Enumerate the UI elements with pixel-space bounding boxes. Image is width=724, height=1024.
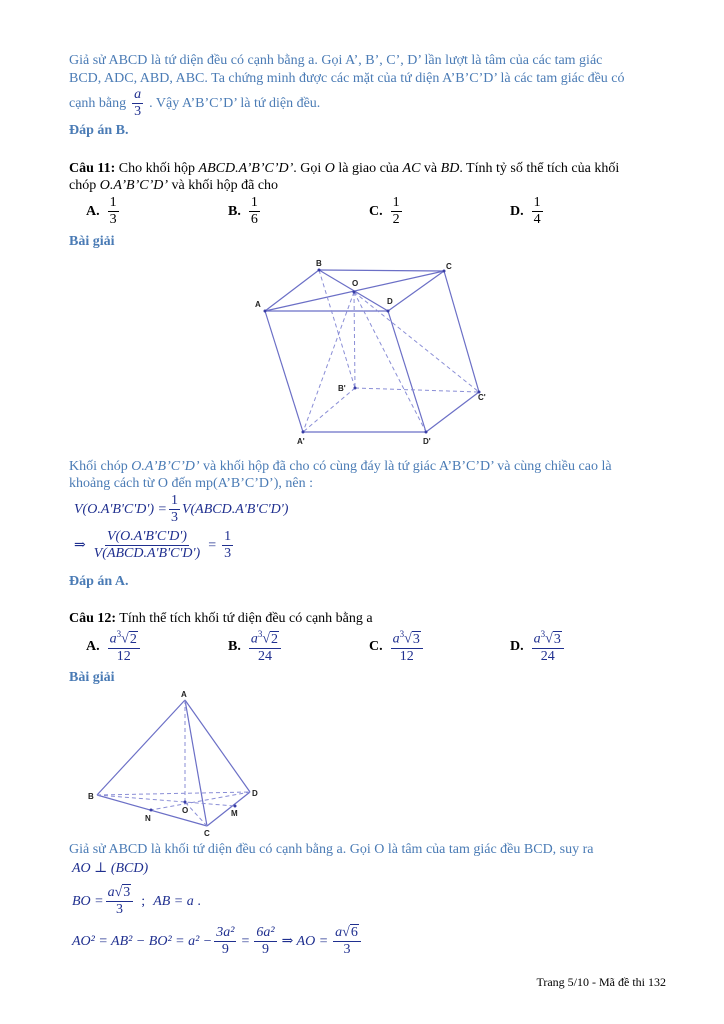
q12-line-1: [69, 610, 373, 628]
q12-ao-eq2: =: [241, 933, 250, 949]
q11-eq1-right: V(ABCD.A'B'C'D'): [181, 501, 289, 517]
q11-line-1: [69, 160, 669, 178]
edge-aa2: [265, 311, 303, 432]
q12-bo-num: a√3: [106, 886, 134, 902]
q11-sol-math: O.A’B’C’D’: [131, 459, 200, 474]
q11-solution-title: Bài giải: [69, 234, 115, 249]
q11-label: Câu 11:: [69, 161, 116, 176]
label-d2: D': [423, 437, 431, 446]
q12-option-b-num: $a^3√2$: [249, 630, 281, 649]
q11-option-c[interactable]: [369, 196, 404, 227]
edge-cc2: [444, 271, 479, 392]
q12-option-d-frac: [532, 630, 564, 664]
q11-solid: ABCD.A’B’C’D’: [198, 161, 294, 176]
edge-d2c2: [426, 392, 479, 432]
q12-d-base: a: [533, 631, 541, 647]
q12-option-c-num: $a^3√3$: [391, 630, 423, 649]
point-b: [318, 269, 321, 272]
q12-option-d-num: $a^3√3$: [532, 630, 564, 649]
label-c: C: [204, 829, 210, 838]
q12-ao-left: AO² = AB² − BO² = a² −: [72, 933, 213, 949]
q11-option-c-label: C.: [369, 203, 383, 219]
edge-b2a2: [303, 388, 355, 432]
q11-line2a: chóp: [69, 178, 100, 193]
q11-bd: BD: [440, 161, 460, 176]
q12-option-c[interactable]: [369, 630, 425, 664]
q11-eq2-rfrac: [222, 530, 233, 561]
page-footer: Trang 5/10 - Mã đề thi 132: [536, 975, 666, 989]
label-b: B: [88, 792, 94, 801]
q12-b-base: a: [250, 631, 258, 647]
q11-eq2-rden: 3: [224, 546, 232, 561]
point-a: [264, 310, 267, 313]
q12-c-root: 3: [412, 631, 420, 647]
q12-option-d[interactable]: [510, 630, 566, 664]
q11-o: O: [324, 161, 335, 176]
point-d2: [425, 431, 428, 434]
intro-answer: Đáp án B.: [69, 123, 129, 138]
q11-eq-1: [74, 494, 288, 525]
q12-b-exp: 3: [257, 629, 263, 639]
q12-label: Câu 12:: [69, 611, 117, 626]
q11-text3: là giao của: [334, 161, 403, 176]
edge-ab: [97, 700, 185, 795]
intro-line-3a: cạnh bằng: [69, 95, 127, 111]
q11-text2: . Gọi: [293, 161, 325, 176]
q11-eq2-rnum: 1: [224, 529, 232, 544]
q12-ao-f1-den: 9: [221, 942, 229, 957]
q11-option-c-num: 1: [392, 195, 400, 210]
q12-option-d-label: D.: [510, 638, 524, 654]
q11-option-b-num: 1: [250, 195, 258, 210]
point-m: [234, 805, 237, 808]
q12-perp: AO ⊥ (BCD): [72, 861, 149, 876]
q12-option-a-num: $a^3√2$: [108, 630, 140, 649]
point-b2: [354, 387, 357, 390]
label-b2: B': [338, 384, 346, 393]
point-o: [353, 291, 356, 294]
q12-option-c-den: 12: [399, 648, 414, 664]
q11-option-d-frac: [532, 196, 543, 227]
q12-bo-left: BO =: [72, 893, 104, 909]
intro-line-3: [69, 88, 320, 119]
q12-option-c-frac: [391, 630, 423, 664]
q12-b-root: 2: [271, 631, 279, 647]
q11-sol-line-1: [69, 458, 612, 476]
q12-ao-f3-root: 6: [350, 925, 358, 940]
q12-option-b-frac: [249, 630, 281, 664]
q11-eq1-left: V(O.A'B'C'D') =: [74, 501, 167, 517]
q12-option-b-den: 24: [257, 648, 272, 664]
q11-eq1-frac: [169, 494, 180, 525]
intro-line-1: Giả sử ABCD là tứ diện đều có cạnh bằng a. Gọi A’, B’, C’, D’ lần lượt là tâm của các tam giác: [69, 53, 603, 68]
point-n: [150, 809, 153, 812]
q12-ao-f3: [333, 926, 361, 957]
edge-b2c2: [355, 388, 479, 392]
q11-text4: và: [420, 161, 441, 176]
q12-bo-eq: [72, 886, 201, 917]
q11-option-a-label: A.: [86, 203, 100, 219]
line-od2: [354, 292, 426, 432]
q12-d-root: 3: [553, 631, 561, 647]
point-o: [184, 801, 187, 804]
q12-ao-f2: [254, 926, 276, 957]
q11-sol-1b: và khối hộp đã cho có cùng đáy là tứ giác A’B’C’D’ và cùng chiều cao là: [199, 459, 612, 474]
q11-eq1-den: 3: [170, 510, 178, 525]
q12-ao-eq3: ⇒ AO =: [281, 934, 329, 949]
label-c: C: [446, 262, 452, 271]
intro-frac-den: 3: [134, 104, 142, 119]
q12-ab: AB = a: [153, 893, 194, 909]
line-oc2: [354, 292, 479, 392]
q11-option-d[interactable]: [510, 196, 545, 227]
q12-option-a-frac: [108, 630, 140, 664]
q12-option-b[interactable]: [228, 630, 283, 664]
point-a2: [302, 431, 305, 434]
q11-option-d-num: 1: [533, 195, 541, 210]
intro-line-3b: . Vậy A’B’C’D’ là tứ diện đều.: [149, 95, 321, 111]
label-d: D: [387, 297, 393, 306]
q11-sol-1a: Khối chóp: [69, 459, 132, 474]
q12-option-c-label: C.: [369, 638, 383, 654]
point-d: [387, 310, 390, 313]
edge-ad: [185, 700, 250, 792]
q11-text5: . Tính tỷ số thể tích của khối: [459, 161, 620, 176]
q12-d-exp: 3: [540, 629, 546, 639]
intro-frac-num: a: [134, 87, 142, 102]
q11-eq2-eq: =: [208, 537, 217, 553]
q12-text: Tính thể tích khối tứ diện đều có cạnh bằng a: [116, 611, 373, 626]
q12-option-a[interactable]: [86, 630, 142, 664]
label-o: O: [352, 279, 359, 288]
edge-dd2: [388, 311, 426, 432]
q12-ao-f1: [214, 926, 236, 957]
q11-text1: Cho khối hộp: [115, 161, 199, 176]
q12-a-base: a: [109, 631, 117, 647]
q11-option-c-den: 2: [392, 212, 400, 227]
q11-eq1-num: 1: [170, 493, 178, 508]
q12-a-exp: 3: [116, 629, 122, 639]
q12-bo-frac: [106, 886, 134, 917]
label-b: B: [316, 259, 322, 268]
q11-eq2-den: V(ABCD.A'B'C'D'): [93, 546, 201, 561]
q12-ao-f1-num: 3a²: [216, 925, 235, 940]
q11-option-b-den: 6: [250, 212, 258, 227]
line-ob2: [354, 292, 355, 388]
q11-answer: Đáp án A.: [69, 574, 129, 589]
q12-sol-line-1: Giả sử ABCD là khối tứ diện đều có cạnh bằng a. Gọi O là tâm của tam giác đều BCD, suy ra: [69, 842, 594, 857]
q12-bo-a: a: [107, 885, 115, 900]
label-a: A: [255, 300, 261, 309]
label-m: M: [231, 809, 238, 818]
intro-fraction: [132, 88, 143, 119]
q12-ao-f3-num: a√6: [333, 926, 361, 942]
q11-option-a[interactable]: [86, 196, 121, 227]
q11-line-2: [69, 177, 278, 195]
q12-bo-sep: ;: [141, 893, 146, 909]
q11-option-b[interactable]: [228, 196, 262, 227]
q12-a-root: 2: [129, 631, 137, 647]
q11-option-a-den: 3: [109, 212, 117, 227]
q11-option-b-frac: [249, 196, 260, 227]
q11-option-a-num: 1: [109, 195, 117, 210]
label-n: N: [145, 814, 151, 823]
q12-c-exp: 3: [399, 629, 405, 639]
q12-ao-f3-a: a: [335, 925, 343, 940]
q12-option-a-label: A.: [86, 638, 100, 654]
label-c2: C': [478, 393, 486, 402]
q12-bo-den: 3: [115, 902, 123, 917]
q12-ab-dot: .: [197, 893, 202, 909]
q11-line2b: và khối hộp đã cho: [168, 178, 279, 193]
q12-solution-title: Bài giải: [69, 670, 115, 685]
q11-option-c-frac: [391, 196, 402, 227]
q11-option-a-frac: [108, 196, 119, 227]
intro-line-2: BCD, ADC, ABD, ABC. Ta chứng minh được các mặt của tứ diện A’B’C’D’ là các tam giác đều có: [69, 71, 625, 86]
q11-sol-line-2: khoảng cách từ O đến mp(A’B’C’D’), nên :: [69, 476, 313, 491]
q12-bo-root: 3: [123, 885, 131, 900]
q11-eq-2: [74, 530, 235, 561]
q11-figure: [250, 255, 495, 450]
q11-option-b-label: B.: [228, 203, 241, 219]
q11-eq2-num: V(O.A'B'C'D'): [106, 529, 187, 544]
q12-ao-f3-den: 3: [343, 942, 351, 957]
edge-cd: [207, 792, 250, 826]
q12-option-d-den: 24: [540, 648, 555, 664]
q12-ao-f2-num: 6a²: [256, 925, 275, 940]
label-a2: A': [297, 437, 305, 446]
q12-ao-eq: [72, 926, 363, 957]
q12-option-b-label: B.: [228, 638, 241, 654]
q11-eq2-arrow: ⇒: [74, 538, 86, 553]
q11-ac: AC: [402, 161, 421, 176]
q11-eq2-frac: [92, 530, 202, 561]
q11-option-d-label: D.: [510, 203, 524, 219]
label-a: A: [181, 690, 187, 699]
edge-ac: [185, 700, 207, 826]
edge-bc: [319, 270, 444, 271]
label-d: D: [252, 789, 258, 798]
q12-c-base: a: [392, 631, 400, 647]
q11-pyramid: O.A’B’C’D’: [99, 178, 169, 193]
label-o: O: [182, 806, 189, 815]
q12-ao-f2-den: 9: [261, 942, 269, 957]
q12-figure: [85, 688, 270, 838]
q11-option-d-den: 4: [533, 212, 541, 227]
edge-bd: [97, 792, 250, 795]
q12-option-a-den: 12: [116, 648, 131, 664]
